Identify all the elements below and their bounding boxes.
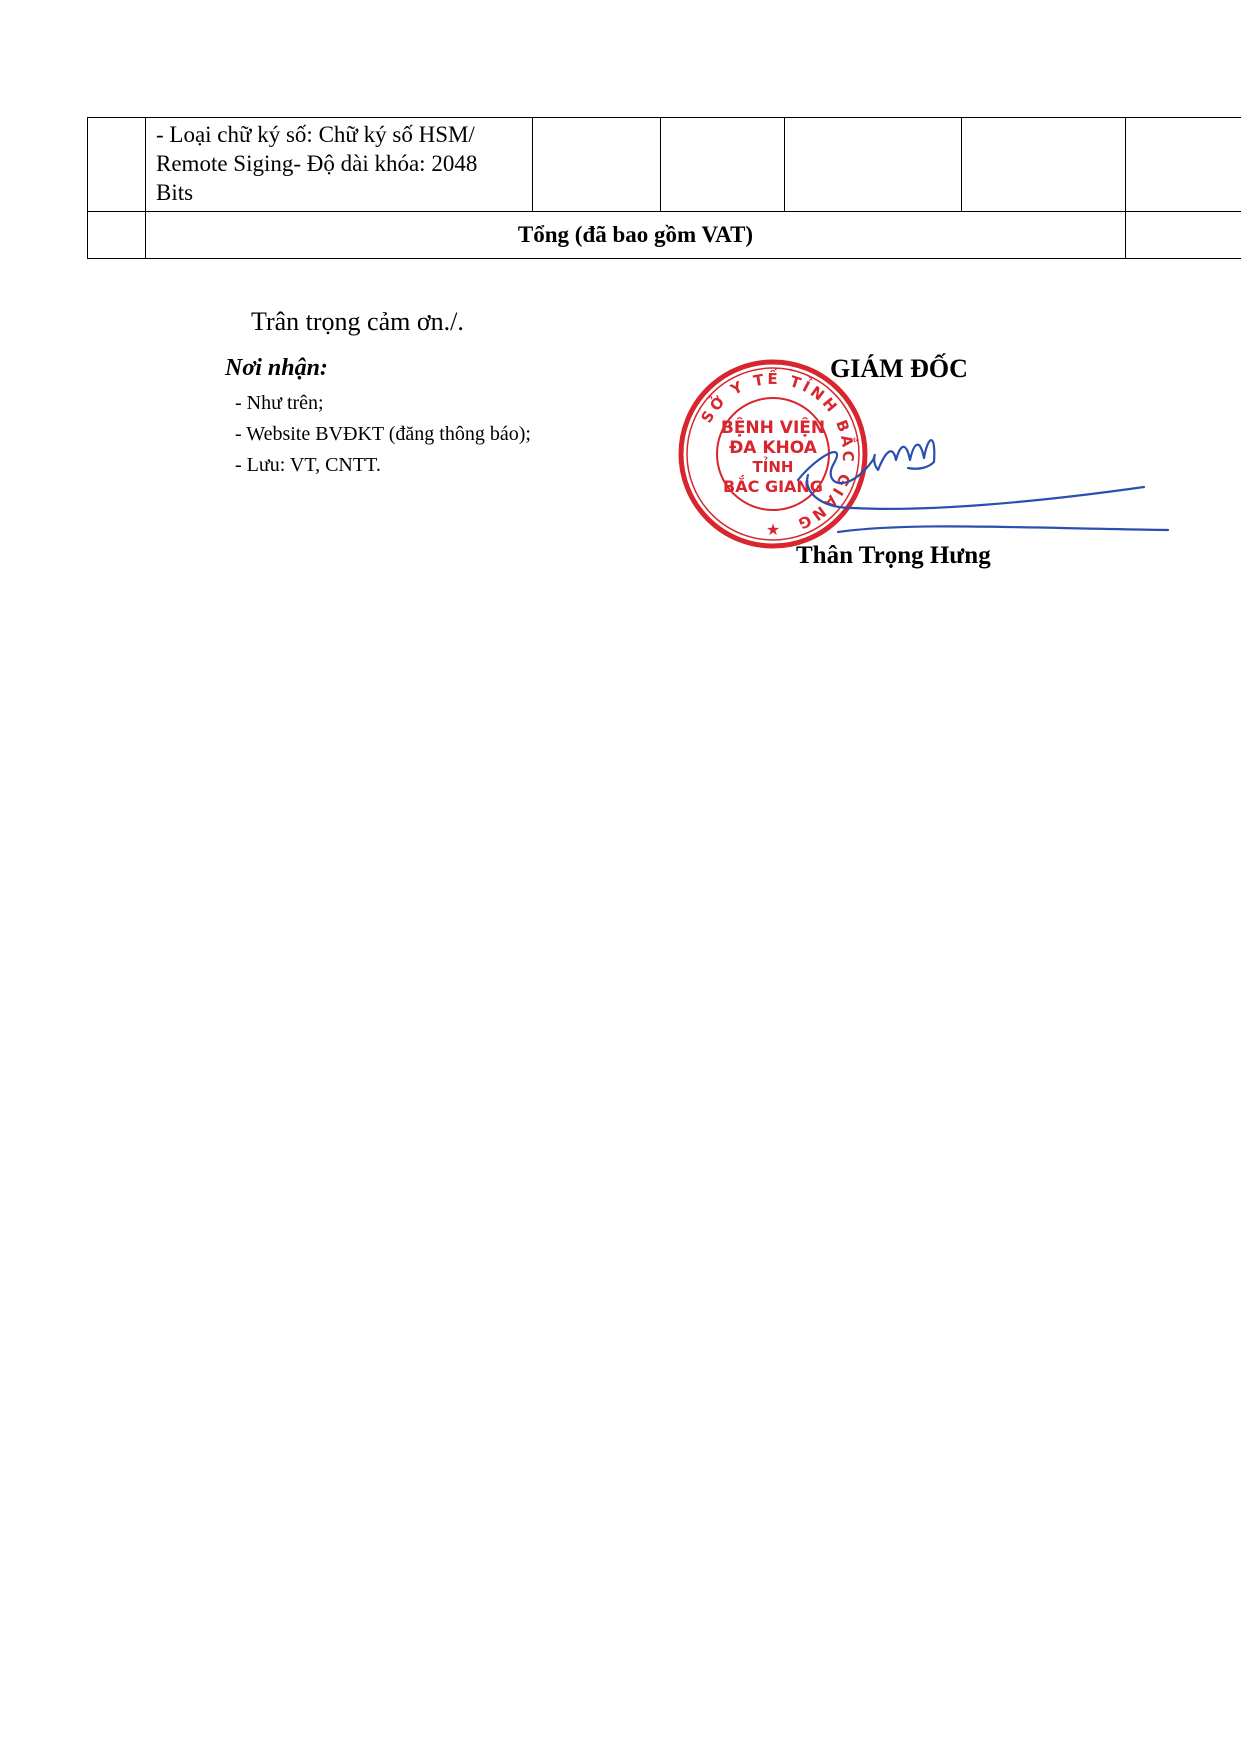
- table-cell-description: [146, 118, 533, 212]
- table-total-row: [88, 212, 1241, 259]
- description-line: Bits: [156, 180, 194, 205]
- svg-text:★: ★: [765, 520, 781, 539]
- table-cell-index: [88, 212, 146, 259]
- svg-text:SỞ Y TẾ TỈNH BẮC GIANG: SỞ Y TẾ TỈNH BẮC GIANG: [697, 369, 858, 534]
- table-row: [88, 118, 1241, 212]
- table-cell: [785, 118, 962, 212]
- director-title: GIÁM ĐỐC: [830, 354, 968, 383]
- table-cell-index: [88, 118, 146, 212]
- description-line: Remote Siging- Độ dài khóa: 2048: [156, 151, 478, 176]
- handwritten-signature: [778, 420, 1178, 540]
- svg-text:BỆNH VIỆN: BỆNH VIỆN: [720, 418, 826, 438]
- total-value-cell: [1126, 212, 1241, 259]
- table-cell: [1126, 118, 1241, 212]
- recipient-item: - Như trên;: [235, 392, 324, 414]
- description-line: - Loại chữ ký số: Chữ ký số HSM/: [156, 122, 475, 147]
- table-cell: [962, 118, 1126, 212]
- recipients-block: [225, 355, 531, 481]
- svg-text:ĐA KHOA: ĐA KHOA: [729, 438, 817, 458]
- table-cell: [533, 118, 661, 212]
- svg-text:TỈNH: TỈNH: [752, 458, 794, 476]
- recipients-title: Nơi nhận:: [225, 355, 328, 381]
- recipient-item: - Lưu: VT, CNTT.: [235, 454, 381, 476]
- recipient-item: - Website BVĐKT (đăng thông báo);: [235, 423, 531, 445]
- recipients-list: [225, 388, 531, 481]
- svg-text:BẮC GIANG: BẮC GIANG: [723, 477, 823, 496]
- closing-text: Trân trọng cảm ơn./.: [251, 307, 464, 336]
- table-cell: [661, 118, 785, 212]
- total-label: Tổng (đã bao gồm VAT): [146, 212, 1126, 259]
- signer-name: Thân Trọng Hưng: [796, 542, 991, 569]
- price-table: [87, 117, 1241, 259]
